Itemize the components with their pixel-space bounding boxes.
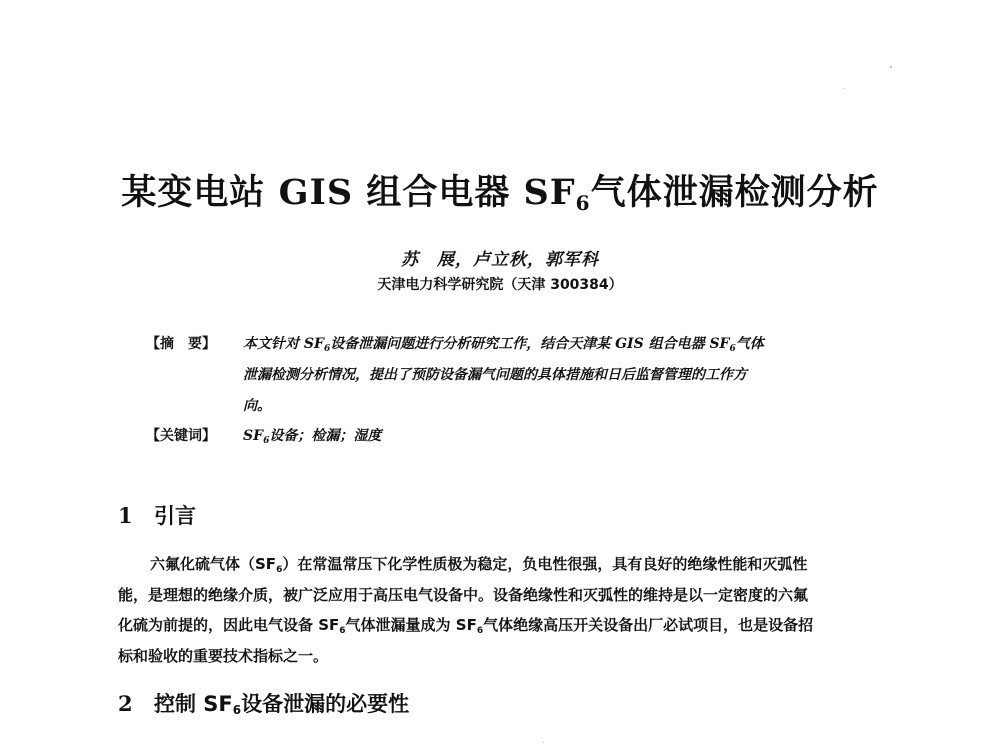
section-title: 设备泄漏的必要性 xyxy=(241,692,410,716)
keyword-text: 设备；检漏；湿度 xyxy=(269,428,382,444)
paper-title xyxy=(0,165,1000,215)
abstract-line-3: 向。 xyxy=(243,398,271,414)
abstract-line-2: 泄漏检测分析情况，提出了预防设备漏气问题的具体措施和日后监督管理的工作方 xyxy=(243,367,747,383)
paragraph-line-2: 能，是理想的绝缘介质，被广泛应用于高压电气设备中。设备绝缘性和灭弧性的维持是以一定密度的六氟 xyxy=(118,586,809,604)
abstract-text: 设备泄漏问题进行分析研究工作，结合天津某 GIS 组合电器 SF xyxy=(330,336,730,352)
affiliation: 天津电力科学研究院（天津 300384） xyxy=(377,277,623,293)
abstract-label: 【摘 要】 xyxy=(146,336,216,352)
scan-speck xyxy=(890,66,892,68)
section-heading-2 xyxy=(118,688,409,718)
title-subscript: 6 xyxy=(575,191,591,215)
paragraph-text: 气体泄漏量成为 SF xyxy=(345,616,477,634)
section-number: 1 xyxy=(118,503,133,528)
paragraph-line-3 xyxy=(118,614,813,636)
paragraph-text: 气体绝缘高压开关设备出厂必试项目，也是设备招 xyxy=(483,616,814,634)
paragraph-line-4: 标和验收的重要技术指标之一。 xyxy=(118,647,329,665)
subscript: 6 xyxy=(232,703,242,717)
subscript: 6 xyxy=(323,344,331,354)
paragraph-text: 六氟化硫气体（SF xyxy=(150,555,277,573)
title-tail: 气体泄漏检测分析 xyxy=(590,172,879,213)
section-number: 2 xyxy=(118,691,133,716)
paragraph-line-1 xyxy=(150,553,807,575)
section-title: 控制 SF xyxy=(154,692,233,716)
subscript: 6 xyxy=(729,344,736,354)
abstract-line-1 xyxy=(243,333,883,354)
keywords-label: 【关键词】 xyxy=(146,428,216,444)
scan-speck xyxy=(543,742,544,743)
subscript: 6 xyxy=(276,565,283,575)
scan-speck xyxy=(844,88,845,89)
abstract-text: 气体 xyxy=(735,336,764,352)
section-title: 引言 xyxy=(154,504,196,528)
keyword-text: SF xyxy=(243,428,264,444)
authors: 苏 展，卢立秋，郭军科 xyxy=(401,250,599,270)
keywords-text xyxy=(243,425,381,446)
section-heading-1 xyxy=(118,500,196,530)
paragraph-text: ）在常温常压下化学性质极为稳定，负电性很强，具有良好的绝缘性能和灭弧性 xyxy=(282,555,808,573)
title-main: 某变电站 GIS 组合电器 SF xyxy=(121,172,576,213)
subscript: 6 xyxy=(476,626,484,636)
paragraph-text: 化硫为前提的，因此电气设备 SF xyxy=(118,616,340,634)
abstract-text: 本文针对 SF xyxy=(243,336,324,352)
subscript: 6 xyxy=(339,626,346,636)
subscript: 6 xyxy=(263,436,270,446)
